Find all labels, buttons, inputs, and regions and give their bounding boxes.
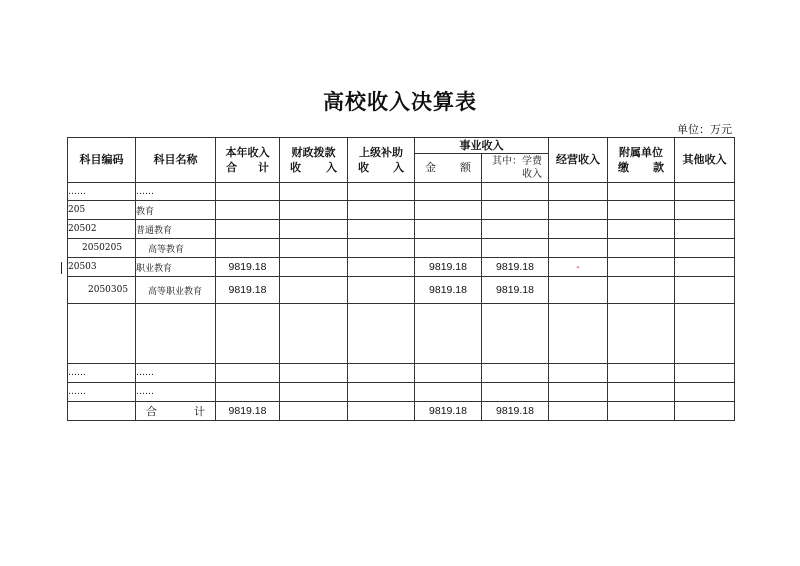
header-total-char-b: 计 — [258, 161, 269, 174]
total-cell-affiliated — [608, 402, 675, 421]
total-row — [68, 402, 735, 421]
cell-other — [675, 220, 735, 239]
cell-amount — [415, 220, 482, 239]
cell-total — [216, 364, 280, 383]
unit-label: 单位：万元 — [677, 123, 732, 136]
total-cell-other — [675, 402, 735, 421]
table-row — [68, 183, 735, 201]
row-name: …… — [136, 383, 216, 402]
cell-amount — [415, 239, 482, 258]
cell-tuition — [482, 364, 549, 383]
cell-total — [216, 304, 280, 364]
total-cell-superior — [348, 402, 415, 421]
header-superior — [348, 138, 415, 183]
cell-tuition: 9819.18 — [482, 277, 549, 304]
header-affiliated-line2 — [608, 160, 674, 175]
total-label-char-b: 计 — [194, 405, 205, 418]
table-row — [68, 383, 735, 402]
row-name: 教育 — [136, 201, 216, 220]
cell-affiliated — [608, 383, 675, 402]
table-row — [68, 201, 735, 220]
cell-fiscal — [280, 364, 348, 383]
cell-other — [675, 258, 735, 277]
table-row — [68, 258, 735, 277]
cell-operating — [549, 277, 608, 304]
header-business: 事业收入 — [415, 138, 549, 154]
cell-affiliated — [608, 239, 675, 258]
row-name: 职业教育 — [136, 258, 216, 277]
cell-amount — [415, 383, 482, 402]
row-code: …… — [68, 364, 136, 383]
cell-superior — [348, 383, 415, 402]
cell-superior — [348, 304, 415, 364]
total-row-label — [136, 402, 216, 421]
cell-tuition — [482, 304, 549, 364]
cell-operating — [549, 364, 608, 383]
cell-other — [675, 201, 735, 220]
cell-total — [216, 239, 280, 258]
row-code: 2050205 — [68, 239, 136, 258]
header-affiliated-char-b: 款 — [653, 161, 664, 174]
cell-amount: 9819.18 — [415, 277, 482, 304]
total-cell-operating — [549, 402, 608, 421]
cell-other — [675, 304, 735, 364]
cell-amount — [415, 201, 482, 220]
table-row — [68, 277, 735, 304]
header-total — [216, 138, 280, 183]
row-code: 205 — [68, 201, 136, 220]
total-cell-amount: 9819.18 — [415, 402, 482, 421]
table-row — [68, 304, 735, 364]
header-tuition — [482, 154, 549, 183]
cell-operating — [549, 220, 608, 239]
cell-affiliated — [608, 364, 675, 383]
cell-tuition — [482, 183, 549, 201]
cell-tuition: 9819.18 — [482, 258, 549, 277]
header-tuition-line2: 收入 — [522, 169, 542, 180]
cell-tuition — [482, 383, 549, 402]
cell-fiscal — [280, 201, 348, 220]
cell-other — [675, 183, 735, 201]
header-other: 其他收入 — [675, 138, 735, 183]
cell-amount — [415, 304, 482, 364]
total-row-code — [68, 402, 136, 421]
cell-affiliated — [608, 220, 675, 239]
row-name: 高等职业教育 — [136, 277, 216, 304]
cell-superior — [348, 201, 415, 220]
cell-total: 9819.18 — [216, 277, 280, 304]
cell-operating — [549, 304, 608, 364]
cell-tuition — [482, 239, 549, 258]
row-name: …… — [136, 183, 216, 201]
header-superior-char-a: 收 — [358, 161, 369, 174]
cell-other — [675, 239, 735, 258]
cell-total — [216, 220, 280, 239]
cell-fiscal — [280, 220, 348, 239]
header-fiscal-char-b: 入 — [326, 161, 337, 174]
cell-amount — [415, 183, 482, 201]
table-row — [68, 364, 735, 383]
cell-affiliated — [608, 304, 675, 364]
row-name — [136, 304, 216, 364]
cell-affiliated — [608, 258, 675, 277]
cell-total — [216, 383, 280, 402]
header-total-line2 — [216, 160, 279, 175]
cell-total: 9819.18 — [216, 258, 280, 277]
text-cursor — [61, 262, 62, 274]
header-superior-line2 — [348, 160, 414, 175]
header-name: 科目名称 — [136, 138, 216, 183]
cell-fiscal — [280, 304, 348, 364]
header-total-char-a: 合 — [226, 161, 237, 174]
header-tuition-line1: 其中：学费 — [492, 156, 542, 167]
cell-superior — [348, 364, 415, 383]
cell-superior — [348, 258, 415, 277]
row-name: 高等教育 — [136, 239, 216, 258]
cell-superior — [348, 239, 415, 258]
cell-total — [216, 201, 280, 220]
cell-operating — [549, 383, 608, 402]
cell-fiscal — [280, 277, 348, 304]
header-fiscal-line2 — [280, 160, 347, 175]
header-fiscal-line1: 财政拨款 — [291, 146, 336, 159]
header-amount-chars — [415, 161, 481, 175]
row-name: 普通教育 — [136, 220, 216, 239]
document-title: 高校收入决算表 — [323, 89, 477, 114]
cell-total — [216, 183, 280, 201]
row-code: …… — [68, 383, 136, 402]
header-amount-char-b: 额 — [460, 161, 471, 174]
row-code: 20503 — [68, 258, 136, 277]
cell-amount: 9819.18 — [415, 258, 482, 277]
cell-affiliated — [608, 201, 675, 220]
table-row — [68, 220, 735, 239]
row-code: …… — [68, 183, 136, 201]
cell-superior — [348, 277, 415, 304]
row-code: 20502 — [68, 220, 136, 239]
total-cell-fiscal — [280, 402, 348, 421]
cell-affiliated — [608, 183, 675, 201]
header-fiscal — [280, 138, 348, 183]
cell-affiliated — [608, 277, 675, 304]
header-code: 科目编码 — [68, 138, 136, 183]
header-fiscal-char-a: 收 — [290, 161, 301, 174]
total-cell-tuition: 9819.18 — [482, 402, 549, 421]
row-code — [68, 304, 136, 364]
header-affiliated — [608, 138, 675, 183]
table-row — [68, 239, 735, 258]
cell-fiscal — [280, 183, 348, 201]
header-superior-line1: 上级补助 — [359, 146, 403, 159]
total-row-label-chars — [136, 403, 215, 419]
header-amount — [415, 154, 482, 183]
cell-other — [675, 383, 735, 402]
cell-other — [675, 277, 735, 304]
cell-other — [675, 364, 735, 383]
header-affiliated-line1: 附属单位 — [619, 146, 663, 159]
cell-fiscal — [280, 239, 348, 258]
total-cell-total: 9819.18 — [216, 402, 280, 421]
cell-superior — [348, 183, 415, 201]
cell-superior — [348, 220, 415, 239]
cell-operating — [549, 183, 608, 201]
row-name: …… — [136, 364, 216, 383]
header-affiliated-char-a: 缴 — [618, 161, 629, 174]
cell-operating — [549, 201, 608, 220]
cell-operating: - — [549, 258, 608, 277]
header-superior-char-b: 入 — [393, 161, 404, 174]
header-total-line1: 本年收入 — [225, 146, 270, 159]
header-amount-char-a: 金 — [425, 161, 436, 174]
header-operating: 经营收入 — [549, 138, 608, 183]
cell-amount — [415, 364, 482, 383]
cell-operating — [549, 239, 608, 258]
income-report-table — [67, 137, 735, 421]
cell-fiscal — [280, 383, 348, 402]
total-label-char-a: 合 — [146, 405, 157, 418]
cell-tuition — [482, 201, 549, 220]
cell-fiscal — [280, 258, 348, 277]
row-code: 2050305 — [68, 277, 136, 304]
cell-tuition — [482, 220, 549, 239]
